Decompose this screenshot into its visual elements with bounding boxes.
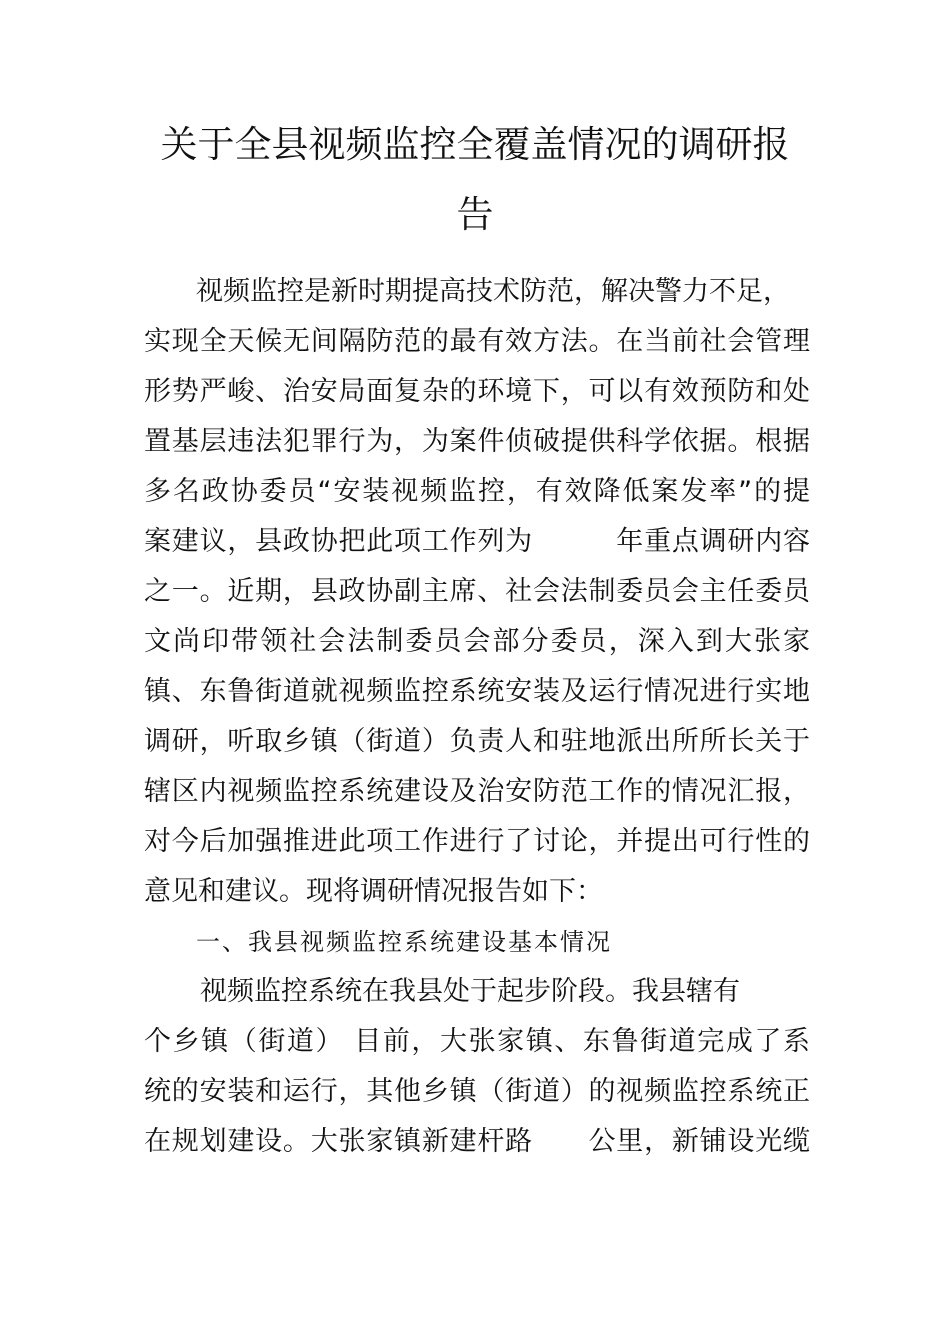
section-heading: 一、我县视频监控系统建设基本情况 (196, 928, 612, 956)
paragraph-1-line-11: 辖区内视频监控系统建设及治安防范工作的情况汇报， (144, 776, 810, 807)
document-title-line-2: 告 (456, 193, 494, 236)
document-title-line-1: 关于全县视频监控全覆盖情况的调研报 (160, 123, 790, 166)
paragraph-1-line-13: 意见和建议。现将调研情况报告如下： (144, 876, 603, 907)
paragraph-1-line-3: 形势严峻、治安局面复杂的环境下，可以有效预防和处 (144, 376, 810, 407)
paragraph-1-line-6: 案建议，县政协把此项工作列为 年重点调研内容 (144, 526, 810, 557)
paragraph-1-line-10: 调研，听取乡镇（街道）负责人和驻地派出所所长关于 (144, 726, 810, 757)
paragraph-2-line-3: 统的安装和运行，其他乡镇（街道）的视频监控系统正 (144, 1076, 810, 1107)
paragraph-1-line-1: 视频监控是新时期提高技术防范，解决警力不足， (196, 276, 790, 307)
paragraph-1-line-2: 实现全天候无间隔防范的最有效方法。在当前社会管理 (144, 326, 810, 357)
paragraph-1-line-12: 对今后加强推进此项工作进行了讨论，并提出可行性的 (144, 826, 810, 857)
paragraph-2-line-1: 视频监控系统在我县处于起步阶段。我县辖有 (200, 976, 740, 1007)
paragraph-2-line-2: 个乡镇（街道） 目前，大张家镇、东鲁街道完成了系 (144, 1026, 810, 1057)
paragraph-1-line-5: 多名政协委员“安装视频监控，有效降低案发率”的提 (144, 476, 810, 507)
paragraph-1-line-8: 文尚印带领社会法制委员会部分委员，深入到大张家 (144, 626, 810, 657)
paragraph-1-line-7: 之一。近期，县政协副主席、社会法制委员会主任委员 (144, 576, 810, 607)
paragraph-1-line-4: 置基层违法犯罪行为，为案件侦破提供科学依据。根据 (144, 426, 810, 457)
paragraph-2-line-4: 在规划建设。大张家镇新建杆路 公里，新铺设光缆 (144, 1126, 810, 1157)
paragraph-1-line-9: 镇、东鲁街道就视频监控系统安装及运行情况进行实地 (144, 676, 810, 707)
